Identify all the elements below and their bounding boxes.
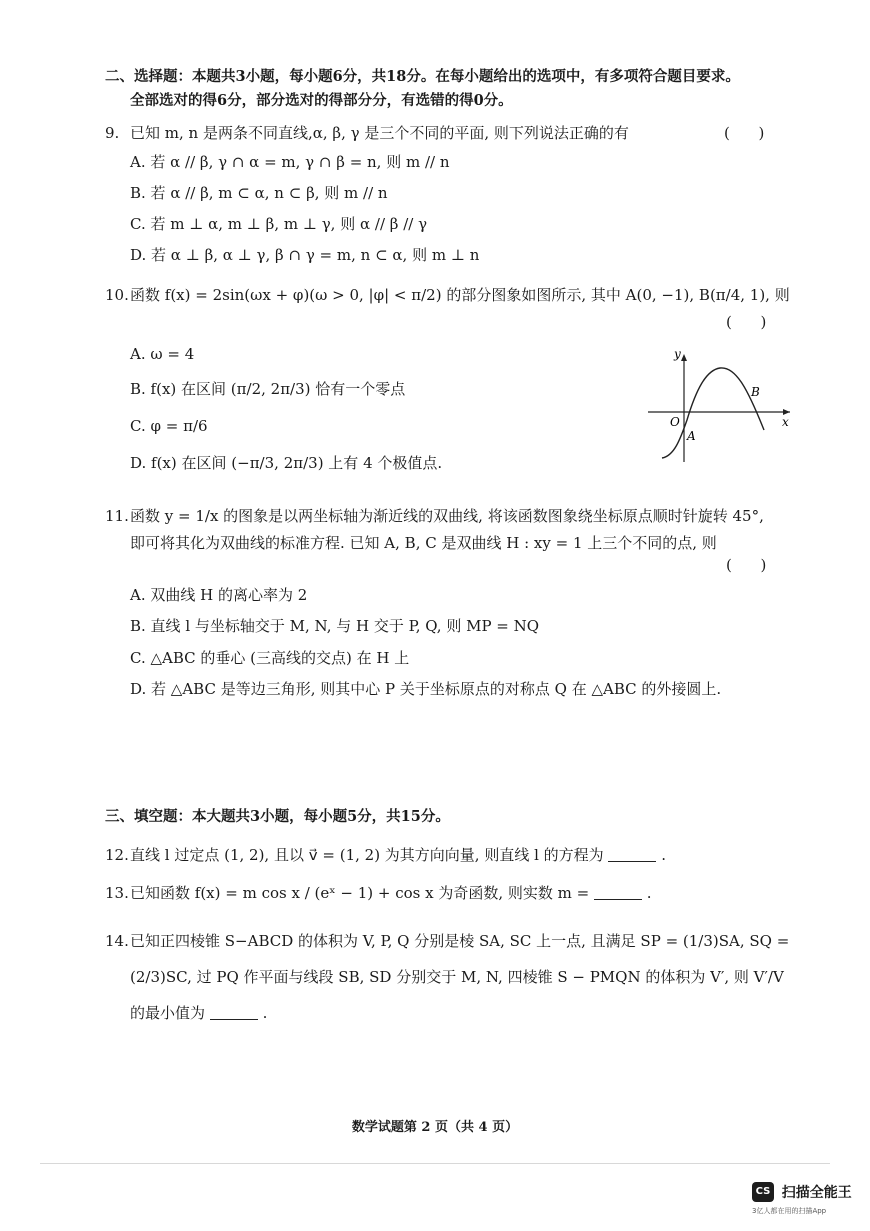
- q11-option-b: B. 直线 l 与坐标轴交于 M, N, 与 H 交于 P, Q, 则 MP = NQ: [130, 617, 540, 635]
- question-number: 11.: [105, 507, 129, 525]
- question-number: 14.: [105, 932, 129, 950]
- q9-option-a: A. 若 α // β, γ ∩ α = m, γ ∩ β = n, 则 m // n: [130, 153, 450, 171]
- q14-text-line2: (2/3)SC, 过 PQ 作平面与线段 SB, SD 分别交于 M, N, 四棱锥 S − PMQN 的体积为 V′, 则 V′/V: [130, 968, 784, 986]
- question-text: 已知函数 f(x) = m cos x / (eˣ − 1) + cos x 为奇函数, 则实数 m =: [130, 884, 590, 902]
- y-axis-arrow: [681, 354, 687, 361]
- question-text: 直线 l 过定点 (1, 2), 且以 v⃗ = (1, 2) 为其方向向量, 则直线 l 的方程为: [130, 846, 604, 864]
- point-a-label: A: [687, 429, 696, 443]
- q10-option-d: D. f(x) 在区间 (−π/3, 2π/3) 上有 4 个极值点.: [130, 454, 443, 472]
- q10-option-a: A. ω = 4: [130, 345, 195, 363]
- page-footer: 数学试题第 2 页（共 4 页）: [351, 1120, 519, 1135]
- answer-blank[interactable]: [608, 847, 656, 862]
- point-b-label: B: [751, 385, 760, 399]
- q10-option-c: C. φ = π/6: [130, 417, 208, 435]
- q9-option-b: B. 若 α // β, m ⊂ α, n ⊂ β, 则 m // n: [130, 184, 388, 202]
- q9-option-c: C. 若 m ⊥ α, m ⊥ β, m ⊥ γ, 则 α // β // γ: [130, 215, 428, 233]
- question-number: 10.: [105, 286, 129, 304]
- q11-stem-line2: 即可将其化为双曲线的标准方程. 已知 A, B, C 是双曲线 H : xy = 1 上三个不同的点, 则: [130, 534, 717, 552]
- scanner-tagline: 3亿人都在用的扫描App: [752, 1207, 827, 1215]
- question-number: 12.: [105, 846, 129, 864]
- answer-blank[interactable]: [594, 885, 642, 900]
- q11-answer-paren: ( ): [726, 556, 767, 574]
- q14-text-line3: [130, 1002, 267, 1024]
- sine-graph: [640, 350, 800, 465]
- question-number: 13.: [105, 884, 129, 902]
- q11-option-d: D. 若 △ABC 是等边三角形, 则其中心 P 关于坐标原点的对称点 Q 在 △ABC 的外接圆上.: [130, 680, 722, 698]
- question-end: .: [661, 846, 667, 864]
- sine-curve: [662, 368, 764, 458]
- y-label: y: [674, 350, 681, 361]
- section2-heading-line1: 二、选择题：本题共3小题，每小题6分，共18分。在每小题给出的选项中，有多项符合题目要求。: [105, 68, 740, 85]
- question-body: [130, 882, 652, 904]
- question-end: .: [646, 884, 652, 902]
- question-stem-line1: 函数 y = 1/x 的图象是以两坐标轴为渐近线的双曲线, 将该函数图象绕坐标原点顺时针旋转 45°,: [130, 507, 764, 525]
- origin-label: O: [670, 415, 680, 429]
- scanner-watermark: [752, 1182, 852, 1215]
- cs-logo-icon: CS: [752, 1182, 774, 1202]
- q11-option-a: A. 双曲线 H 的离心率为 2: [130, 586, 308, 604]
- question-end: .: [262, 1004, 268, 1022]
- footer-divider: [40, 1163, 830, 1164]
- q10-answer-paren: ( ): [726, 313, 767, 331]
- question-text-line1: 已知正四棱锥 S−ABCD 的体积为 V, P, Q 分别是棱 SA, SC 上一点, 且满足 SP = (1/3)SA, SQ =: [130, 932, 790, 950]
- answer-blank[interactable]: [210, 1005, 258, 1020]
- answer-paren: ( ): [724, 124, 765, 142]
- section3-heading: 三、填空题：本大题共3小题，每小题5分，共15分。: [105, 808, 450, 825]
- question-body: [130, 844, 666, 866]
- question-stem: 已知 m, n 是两条不同直线,α, β, γ 是三个不同的平面, 则下列说法正确的有: [130, 124, 629, 142]
- q10-option-b: B. f(x) 在区间 (π/2, 2π/3) 恰有一个零点: [130, 380, 406, 398]
- q11-option-c: C. △ABC 的垂心 (三高线的交点) 在 H 上: [130, 649, 410, 667]
- x-label: x: [782, 415, 789, 429]
- section2-heading-line2: 全部选对的得6分，部分选对的得部分分，有选错的得0分。: [130, 92, 513, 109]
- q9-option-d: D. 若 α ⊥ β, α ⊥ γ, β ∩ γ = m, n ⊂ α, 则 m ⊥ n: [130, 246, 480, 264]
- question-stem: 函数 f(x) = 2sin(ωx + φ)(ω > 0, |φ| < π/2) 的部分图象如图所示, 其中 A(0, −1), B(π/4, 1), 则: [130, 286, 790, 304]
- scanner-app-name: 扫描全能王: [781, 1185, 852, 1201]
- question-number: 9.: [105, 124, 120, 142]
- question-text: 的最小值为: [130, 1004, 206, 1022]
